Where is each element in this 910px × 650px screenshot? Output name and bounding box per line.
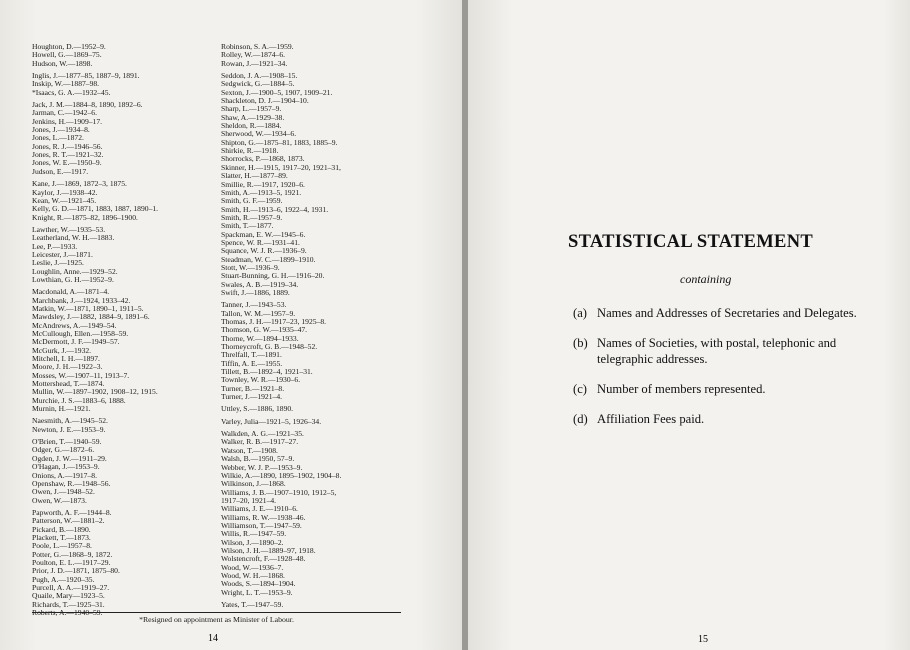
name-entry: Patterson, W.—1881–2. xyxy=(32,516,105,526)
name-entry: Smith, A.—1913–5, 1921. xyxy=(221,187,302,197)
name-entry: Spackman, E. W.—1945–6. xyxy=(221,229,306,239)
name-entry: Rolley, W.—1874–6. xyxy=(221,50,286,60)
name-entry: Sexton, J.—1900–5, 1907, 1909–21. xyxy=(221,87,333,97)
name-entry: Kane, J.—1869, 1872–3, 1875. xyxy=(32,179,127,189)
name-entry: Swales, A. B.—1919–34. xyxy=(221,279,299,289)
name-entry: Williamson, T.—1947–59. xyxy=(221,520,302,530)
name-entry: Townley, W. R.—1930–6. xyxy=(221,375,301,385)
name-entry: Spence, W. R.—1931–41. xyxy=(221,237,300,247)
name-entry: McCullough, Ellen.—1958–59. xyxy=(32,329,129,338)
name-entry: Stott, W.—1936–9. xyxy=(221,262,280,272)
name-entry: Sheldon, R.—1884. xyxy=(221,121,282,131)
name-entry: Odger, G.—1872–6. xyxy=(32,445,95,455)
name-entry: 1917–20, 1921–4. xyxy=(221,495,277,505)
item-mark: (a) xyxy=(573,306,587,320)
name-entry: Shorrocks, P.—1868, 1873. xyxy=(221,154,305,164)
name-entry: Poole, L.—1957–8. xyxy=(32,541,92,551)
contents-item xyxy=(573,411,863,427)
name-entry: Jones, W. E.—1950–9. xyxy=(32,158,102,168)
name-entry: Pickard, B.—1890. xyxy=(32,524,91,534)
name-entry: Smith, G. F.—1959. xyxy=(221,196,283,206)
name-entry: Williams, R. W.—1938–46. xyxy=(221,512,306,522)
name-entry: Wolstencroft, F.—1928–48. xyxy=(221,554,306,564)
name-entry: Naesmith, A.—1945–52. xyxy=(32,416,108,426)
name-entry: Turner, B.—1921–8. xyxy=(221,383,285,393)
item-text: Names of Societies, with postal, telephonic and telegraphic addresses. xyxy=(597,336,837,366)
name-entry: Purcell, A. A.—1919–27. xyxy=(32,582,110,592)
name-entry: Varley, Julia—1921–5, 1926–34. xyxy=(221,416,322,426)
name-entry: Houghton, D.—1952–9. xyxy=(32,42,106,51)
name-entry: Sherwood, W.—1934–6. xyxy=(221,129,297,139)
name-entry: Quaile, Mary—1923–5. xyxy=(32,591,105,601)
name-entry: Shipton, G.—1875–81, 1883, 1885–9. xyxy=(221,137,338,147)
footnote: *Resigned on appointment as Minister of Labour. xyxy=(139,615,294,624)
name-entry: Plackett, T.—1873. xyxy=(32,532,91,542)
name-entry: Newton, J. E.—1953–9. xyxy=(32,424,106,434)
name-entry: Owen, J.—1948–52. xyxy=(32,487,95,497)
name-entry: Matkin, W.—1871, 1890–1, 1911–5. xyxy=(32,303,144,313)
name-entry: Jack, J. M.—1884–8, 1890, 1892–6. xyxy=(32,100,143,110)
name-entry: Walsh, B.—1950, 57–9. xyxy=(221,454,295,464)
item-mark: (c) xyxy=(573,382,587,396)
name-entry: Murnin, H.—1921. xyxy=(32,404,91,414)
name-entry: Yates, T.—1947–59. xyxy=(221,600,284,609)
name-entry: Kaylor, J.—1938–42. xyxy=(32,187,98,197)
name-entry: Pugh, A.—1920–35. xyxy=(32,574,95,584)
name-entry: Mosses, W.—1907–11, 1913–7. xyxy=(32,370,130,380)
name-entry: Owen, W.—1873. xyxy=(32,495,87,505)
name-entry: Judson, E.—1917. xyxy=(32,166,89,176)
section-subtitle: containing xyxy=(680,272,732,286)
name-entry: Thorneycroft, G. B.—1948–52. xyxy=(221,342,318,352)
name-entry: Onions, A.—1917–8. xyxy=(32,470,97,480)
name-entry: Willis, R.—1947–59. xyxy=(221,529,287,539)
item-mark: (d) xyxy=(573,412,588,426)
name-entry: Walkden, A. G.—1921–35. xyxy=(221,429,304,439)
contents-list xyxy=(573,305,863,441)
name-entry: Moore, J. H.—1922–3. xyxy=(32,362,103,372)
name-entry: Swift, J.—1886, 1889. xyxy=(221,287,290,297)
name-entry: Tanner, J.—1943–53. xyxy=(221,300,287,310)
name-entry: Lee, P.—1933. xyxy=(32,241,78,251)
name-entry: Jarman, C.—1942–6. xyxy=(32,108,97,118)
name-entry: Jones, J.—1934–8. xyxy=(32,125,90,135)
name-entry: Shackleton, D. J.—1904–10. xyxy=(221,96,309,106)
contents-item xyxy=(573,381,863,397)
name-entry: Knight, R.—1875–82, 1896–1900. xyxy=(32,212,138,222)
name-entry: Howell, G.—1869–75. xyxy=(32,50,102,60)
name-entry: Hudson, W.—1898. xyxy=(32,58,93,68)
name-entry: Watson, T.—1908. xyxy=(221,445,278,455)
page-number-right: 15 xyxy=(698,634,708,645)
name-entry: Williams, J. B.—1907–1910, 1912–5, xyxy=(221,487,337,497)
name-entry: Steadman, W. C.—1899–1910. xyxy=(221,254,316,264)
name-entry: Mitchell, I. H.—1897. xyxy=(32,354,100,364)
name-entry: Wilkinson, J.—1868. xyxy=(221,479,286,489)
name-entry: Poulton, E. L.—1917–29. xyxy=(32,557,111,567)
item-text: Number of members represented. xyxy=(597,382,766,396)
item-text: Names and Addresses of Secretaries and Delegates. xyxy=(597,306,857,320)
name-entry: Squance, W. J. R.—1936–9. xyxy=(221,246,307,256)
name-entry: Openshaw, R.—1948–56. xyxy=(32,478,111,488)
name-entry: Uttley, S.—1886, 1890. xyxy=(221,404,294,414)
name-entry: Smith, H.—1913–6, 1922–4, 1931. xyxy=(221,204,329,214)
name-entry: Sharp, L.—1957–9. xyxy=(221,104,282,114)
name-entry: Wilkie, A.—1890, 1895–1902, 1904–8. xyxy=(221,470,342,480)
footnote-rule xyxy=(32,612,401,613)
name-entry: Walker, R. B.—1917–27. xyxy=(221,437,299,447)
name-entry: Robinson, S. A.—1959. xyxy=(221,42,294,51)
name-entry: Woods, S.—1894–1904. xyxy=(221,579,296,589)
name-entry: Thomson, G. W.—1935–47. xyxy=(221,325,308,335)
name-entry: Jenkins, H.—1909–17. xyxy=(32,116,103,126)
name-entry: Ogden, J. W.—1911–29. xyxy=(32,453,107,463)
name-entry: Kelly, G. D.—1871, 1883, 1887, 1890–1. xyxy=(32,204,159,214)
name-entry: McGurk, J.—1932. xyxy=(32,345,92,355)
name-entry: Wilson, J. H.—1889–97, 1918. xyxy=(221,545,316,555)
name-entry: Smillie, R.—1917, 1920–6. xyxy=(221,179,305,189)
name-entry: Leatherland, W. H.—1883. xyxy=(32,233,115,243)
name-entry: Mullin, W.—1897–1902, 1908–12, 1915. xyxy=(32,387,158,397)
name-entry: Threlfall, T.—1891. xyxy=(221,350,282,360)
name-entry: Webber, W. J. P.—1953–9. xyxy=(221,462,303,472)
name-entry: Wood, W.—1936–7. xyxy=(221,562,284,572)
name-entry: Seddon, J. A.—1908–15. xyxy=(221,71,298,81)
names-column-a xyxy=(32,43,217,617)
name-entry: Smith, R.—1957–9. xyxy=(221,212,283,222)
item-mark: (b) xyxy=(573,336,588,350)
name-entry: Rowan, J.—1921–34. xyxy=(221,58,288,68)
name-entry: Tillett, B.—1892–4, 1921–31. xyxy=(221,367,313,377)
name-entry: Tallon, W. M.—1957–9. xyxy=(221,308,296,318)
contents-item xyxy=(573,335,863,367)
name-entry: Slatter, H.—1877–89. xyxy=(221,171,288,181)
section-title: STATISTICAL STATEMENT xyxy=(568,232,813,252)
name-entry: Skinner, H.—1915, 1917–20, 1921–31, xyxy=(221,162,341,172)
name-entry: Leicester, J.—1871. xyxy=(32,249,93,259)
name-entry: Mottershead, T.—1874. xyxy=(32,379,105,389)
name-entry: Kean, W.—1921–45. xyxy=(32,195,97,205)
name-entry: Prior, J. D.—1871, 1875–80. xyxy=(32,566,120,576)
name-entry: McDermott, J. F.—1949–57. xyxy=(32,337,120,347)
name-entry: Potter, G.—1868–9, 1872. xyxy=(32,549,113,559)
contents-item xyxy=(573,305,863,321)
name-entry: O'Brien, T.—1940–59. xyxy=(32,437,102,447)
name-entry: Jones, L.—1872. xyxy=(32,133,84,143)
name-entry: Murchie, J. S.—1883–6, 1888. xyxy=(32,395,126,405)
name-entry: Wilson, J.—1890–2. xyxy=(221,537,284,547)
name-entry: Lowthian, G. H.—1952–9. xyxy=(32,274,114,284)
name-entry: Macdonald, A.—1871–4. xyxy=(32,287,110,297)
name-entry: Inskip, W.—1887–98. xyxy=(32,79,100,89)
name-entry: Inglis, J.—1877–85, 1887–9, 1891. xyxy=(32,71,140,81)
name-entry: Jones, R. T.—1921–32. xyxy=(32,150,104,160)
name-entry: Wood, W. H.—1868. xyxy=(221,570,285,580)
name-entry: Thorne, W.—1894–1933. xyxy=(221,333,299,343)
name-entry: Tiffin, A. E.—1955. xyxy=(221,358,283,368)
name-entry: Richards, T.—1925–31. xyxy=(32,599,105,609)
name-entry: Loughlin, Anne.—1929–52. xyxy=(32,266,118,276)
name-entry: McAndrews, A.—1949–54. xyxy=(32,320,117,330)
name-entry: Shirkie, R.—1918. xyxy=(221,146,279,156)
name-entry: Thomas, J. H.—1917–23, 1925–8. xyxy=(221,317,327,326)
name-entry: Marchbank, J.—1924, 1933–42. xyxy=(32,295,131,305)
name-entry: Leslie, J.—1925. xyxy=(32,258,84,268)
name-entry: Papworth, A. F.—1944–8. xyxy=(32,507,112,517)
name-entry: Williams, J. E.—1910–6. xyxy=(221,504,298,514)
name-entry: Smith, T.—1877. xyxy=(221,221,274,231)
item-text: Affiliation Fees paid. xyxy=(597,412,705,426)
right-page xyxy=(468,0,910,650)
name-entry: Shaw, A.—1929–38. xyxy=(221,112,285,122)
names-column-b xyxy=(221,43,401,609)
name-entry: O'Hagan, J.—1953–9. xyxy=(32,462,100,472)
name-entry: Wright, L. T.—1953–9. xyxy=(221,587,293,597)
name-entry: Sedgwick, G.—1884–5. xyxy=(221,79,295,89)
name-entry: Turner, J.—1921–4. xyxy=(221,392,283,402)
name-entry: *Isaacs, G. A.—1932–45. xyxy=(32,87,111,97)
page-number-left: 14 xyxy=(208,633,218,644)
name-entry: Jones, R. J.—1946–56. xyxy=(32,141,103,151)
name-entry: Mawdsley, J.—1882, 1884–9, 1891–6. xyxy=(32,312,150,322)
name-entry: Stuart-Bunning, G. H.—1916–20. xyxy=(221,271,325,281)
name-entry: Lawther, W.—1935–53. xyxy=(32,224,106,234)
